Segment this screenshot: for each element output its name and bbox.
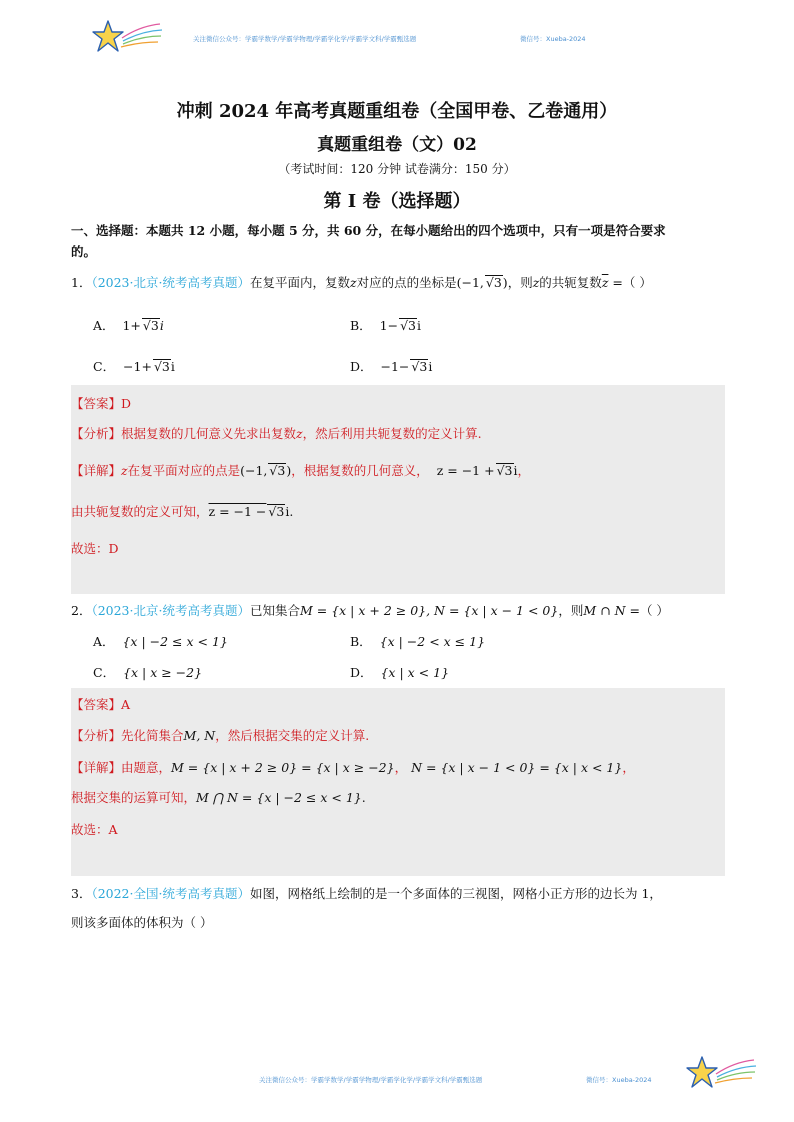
q1-stem [71,274,652,292]
q2-option-a[interactable]: A． {x | −2 ≤ x < 1} [93,634,228,649]
q3-source: （2022·全国·统考高考真题） [91,886,250,901]
q2-stem-a: 已知集合 [249,603,300,618]
q3-stem-1: 如图，网格纸上绘制的是一个多面体的三视图，网格小正方形的边长为 1， [249,886,662,901]
exam-meta: （考试时间：120 分钟 试卷满分：150 分） [278,162,516,176]
q1-source: （2023·北京·统考高考真题） [91,275,250,290]
header-wechat-id: 微信号：Xueba-2024 [520,35,586,43]
q1-point-end: ) [502,275,508,290]
q1-conj: $\overline{z}$ [601,275,609,290]
q2-stem-b: ，则 [558,603,584,618]
q1-stem-c: ，则 [507,275,533,290]
q2-number: 2． [71,603,92,618]
q1-stem-d: 的共轭复数 [539,275,602,290]
q2-choose: 故选：A [71,822,118,837]
q1-option-b[interactable]: B． 1− √3i [350,318,421,333]
q2-blank: =（ ） [625,603,669,618]
q2-stem-c: M ∩ N [583,603,626,618]
star-logo-icon [92,16,164,58]
instructions-line1: 一、选择题：本题共 12 小题，每小题 5 分，共 60 分，在每小题给出的四个选项中，只有一项是符合要求 [71,223,666,238]
q1-blank: =（ ） [608,275,652,290]
q2-detail-2: 根据交集的运算可知，M ⋂ N = {x | −2 ≤ x < 1}. [71,790,366,805]
q2-answer-box [71,688,725,876]
q1-answer: 【答案】D [71,396,132,411]
q2-option-c[interactable]: C． {x | x ≥ −2} [93,665,203,680]
q2-detail: 【详解】由题意，M = {x | x + 2 ≥ 0} = {x | x ≥ −2}， N = {x | x − 1 < 0} = {x | x < 1}， [71,760,635,775]
q1-option-c[interactable]: C． −1+ √3i [93,359,175,374]
footer-wechat-text: 关注微信公众号：学霸学数学/学霸学物理/学霸学化学/学霸学文科/学霸甄选题 [259,1076,483,1084]
q1-z2: z [532,275,540,290]
q2-answer: 【答案】A [71,697,131,712]
section-title: 第 I 卷（选择题） [323,191,471,212]
q1-detail-2: 由共轭复数的定义可知，z = −1 − √3i. [71,504,294,519]
q3-number: 3． [71,886,92,901]
q2-stem [71,602,669,620]
q1-analysis: 【分析】根据复数的几何意义先求出复数z，然后利用共轭复数的定义计算. [71,426,482,441]
q3-stem [71,885,662,903]
q1-number: 1． [71,275,92,290]
q1-point-root: √3 [485,275,502,290]
q1-z: z [349,275,357,290]
q1-answer-box [71,385,725,594]
header-wechat-text: 关注微信公众号：学霸学数学/学霸学物理/学霸学化学/学霸学文科/学霸甄选题 [193,35,417,43]
q2-analysis: 【分析】先化简集合M, N，然后根据交集的定义计算. [71,728,370,743]
q1-choose: 故选：D [71,541,119,556]
q1-stem-b: 对应的点的坐标是 [356,275,457,290]
footer-wechat-id: 微信号：Xueba-2024 [586,1076,652,1084]
q1-detail: 【详解】z在复平面对应的点是(−1, √3)，根据复数的几何意义， z = −1 + √3i， [71,463,531,478]
q2-source: （2023·北京·统考高考真题） [91,603,250,618]
q2-stem-sets: M = {x | x + 2 ≥ 0}, N = {x | x − 1 < 0} [299,603,559,618]
q1-stem-a: 在复平面内，复数 [249,275,350,290]
q2-option-b[interactable]: B． {x | −2 < x ≤ 1} [350,634,486,649]
q3-stem-2: 则该多面体的体积为（ ） [71,915,213,930]
instructions-line2: 的。 [71,244,97,259]
footer-star-logo-icon [686,1052,758,1094]
q1-option-d[interactable]: D． −1− √3i [350,359,433,374]
q1-point: (−1, [456,275,484,290]
exam-subtitle: 真题重组卷（文）02 [317,135,477,155]
q1-option-a[interactable]: A． 1+ √3i [93,318,164,333]
q2-option-d[interactable]: D． {x | x < 1} [350,665,450,680]
exam-title: 冲刺 2024 年高考真题重组卷（全国甲卷、乙卷通用） [176,101,618,122]
